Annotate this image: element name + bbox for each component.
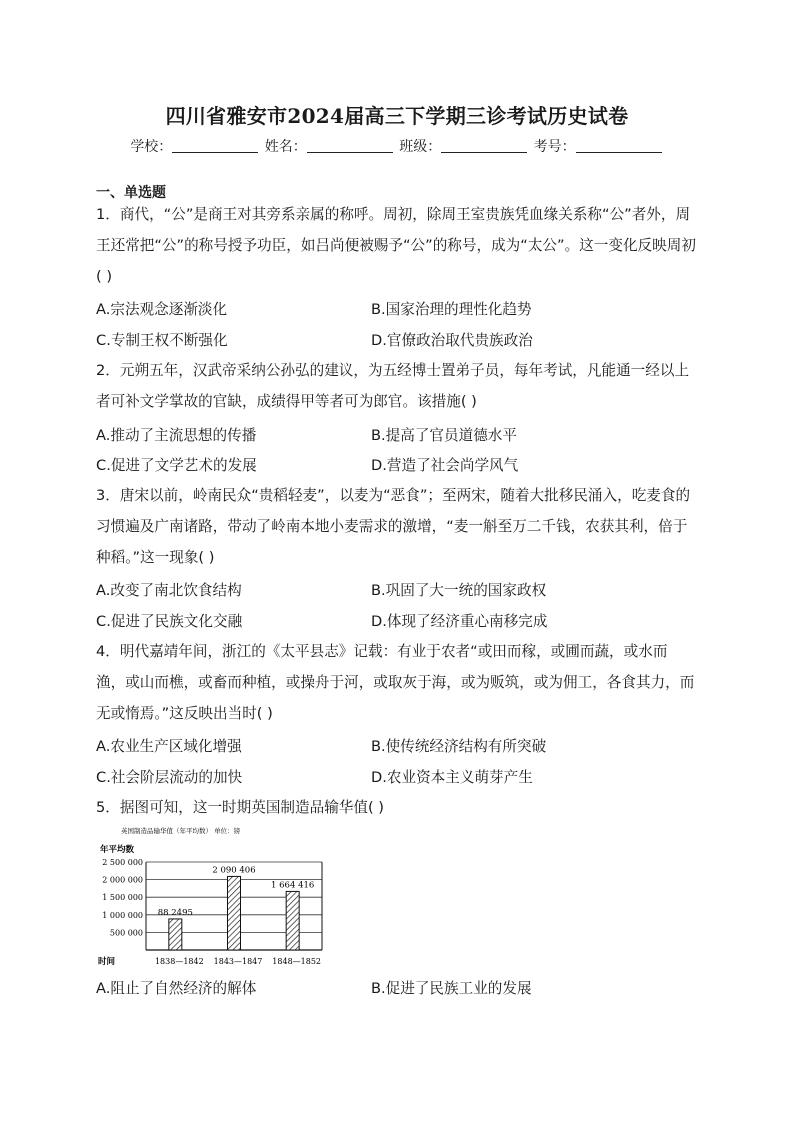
chart-x-tick-label: 1843—1847 [213,957,263,966]
chart-bar [286,891,299,950]
question-1-option-b[interactable]: B.国家治理的理性化趋势 [371,301,532,318]
question-2-option-b[interactable]: B.提高了官员道德水平 [371,427,517,444]
question-5-option-b[interactable]: B.促进了民族工业的发展 [371,980,532,997]
question-2-option-a[interactable]: A.推动了主流思想的传播 [96,427,257,444]
number-label: 考号： [533,139,576,155]
question-3-option-d[interactable]: D.体现了经济重心南移完成 [371,613,548,630]
chart-x-tick-label: 1848—1852 [272,957,322,966]
chart-y-tick-label: 2 000 000 [102,875,143,885]
chart-data-label: 2 090 406 [212,865,256,876]
chart-y-tick-label: 2 500 000 [102,858,143,867]
chart-y-tick-label: 500 000 [109,928,143,938]
question-3-option-b[interactable]: B.巩固了大一统的国家政权 [371,582,547,599]
school-field[interactable] [172,139,258,153]
number-field[interactable] [576,139,662,153]
chart-data-label: 1 664 416 [271,880,315,891]
question-1-option-a[interactable]: A.宗法观念逐渐淡化 [96,301,228,318]
chart-data-label: 88 2495 [157,907,193,918]
question-1-option-d[interactable]: D.官僚政治取代贵族政治 [371,332,533,349]
question-1-stem: 1．商代，“公”是商王对其旁系亲属的称呼。周初，除周王室贵族凭血缘关系称“公”者外，周王还常把“公”的称号授予功臣，如吕尚便被赐予“公”的称号，成为“太公”。这一变化反映周初( ) [96,206,696,285]
question-1-option-c[interactable]: C.专制王权不断强化 [96,332,228,349]
student-info-line [0,136,794,156]
name-field[interactable] [307,139,393,153]
question-4-option-a[interactable]: A.农业生产区域化增强 [96,738,242,755]
question-5-stem: 5．据图可知，这一时期英国制造品输华值( ) [96,799,385,816]
chart-y-tick-label: 1 000 000 [102,910,143,920]
export-value-bar-chart [96,826,336,971]
chart-bar [169,919,182,950]
question-2-option-c[interactable]: C.促进了文学艺术的发展 [96,457,257,474]
class-field[interactable] [441,139,527,153]
name-label: 姓名： [264,139,307,155]
question-2-stem: 2．元朔五年，汉武帝采纳公孙弘的建议，为五经博士置弟子员，每年考试，凡能通一经以上者可补文学掌故的官缺，成绩得甲等者可为郎官。该措施( ) [96,362,690,410]
page-title: 四川省雅安市2024届高三下学期三诊考试历史试卷 [165,104,629,128]
question-4-option-b[interactable]: B.使传统经济结构有所突破 [371,738,547,755]
chart-y-label: 年平均数 [100,845,135,855]
question-5-option-a[interactable]: A.阻止了自然经济的解体 [96,980,257,997]
question-4-stem: 4．明代嘉靖年间，浙江的《太平县志》记载：有业于农者“或田而稼，或圃而蔬，或水而渔，或山而樵，或畜而种植，或操舟于河，或取灰于海，或为贩筑，或为佣工，各食其力，而无或惰焉。”这反映出当时( ) [96,643,695,722]
class-label: 班级： [399,139,442,155]
question-4-option-c[interactable]: C.社会阶层流动的加快 [96,769,243,786]
question-4-option-d[interactable]: D.农业资本主义萌芽产生 [371,769,533,786]
question-3-option-c[interactable]: C.促进了民族文化交融 [96,613,243,630]
section-heading: 一、单选题 [96,185,166,201]
question-3-stem: 3．唐宋以前，岭南民众“贵稻轻麦”，以麦为“恶食”；至两宋，随着大批移民涌入，吃麦食的习惯遍及广南诸路，带动了岭南本地小麦需求的激增，“麦一斛至万二千钱，农获其利，倍于种稻。”这一现象( ) [96,487,691,566]
question-3-option-a[interactable]: A.改变了南北饮食结构 [96,582,242,599]
chart-bar [228,876,241,950]
school-label: 学校： [130,139,173,155]
chart-x-label: 时间 [98,957,116,967]
chart-y-tick-label: 1 500 000 [102,893,143,903]
question-2-option-d[interactable]: D.营造了社会尚学风气 [371,457,519,474]
chart-x-tick-label: 1838—1842 [154,957,204,966]
chart-title: 英国制造品输华值（年平均数） 单位：镑 [121,827,241,835]
